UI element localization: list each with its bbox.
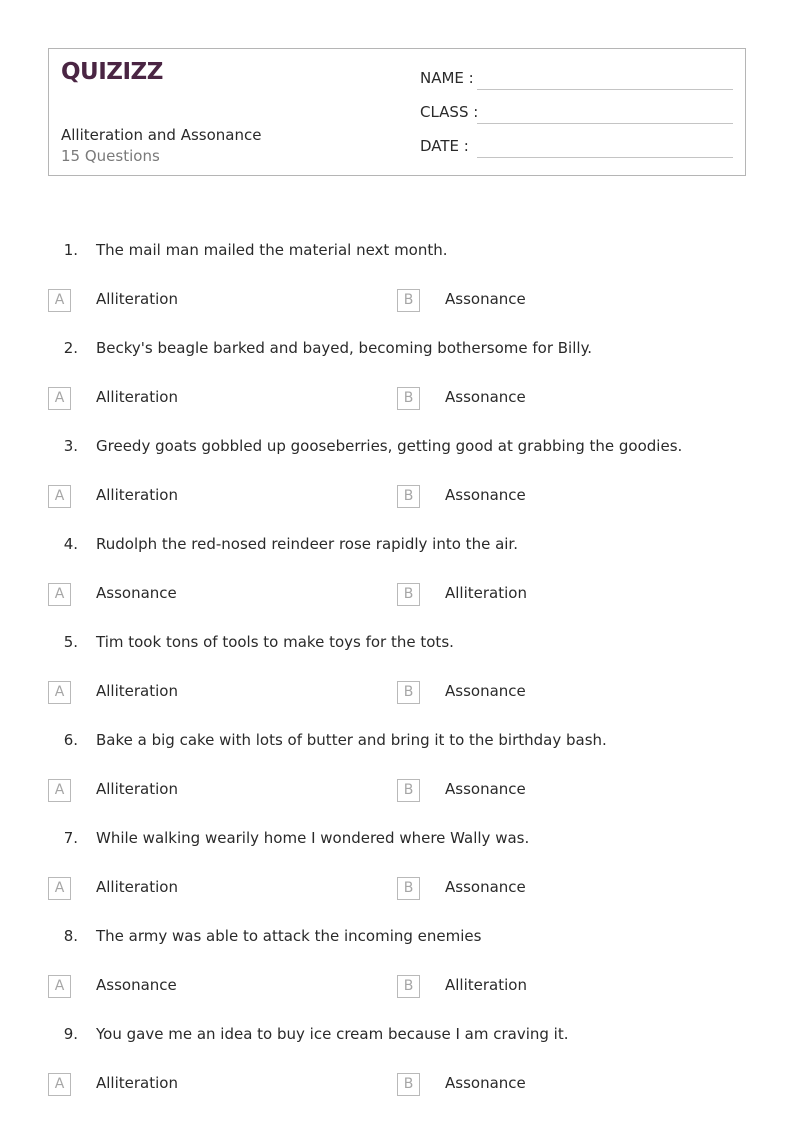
question-number: 8. bbox=[63, 927, 78, 945]
option-b-text: Assonance bbox=[445, 486, 526, 504]
question-text: While walking wearily home I wondered where Wally was. bbox=[96, 829, 530, 847]
option-a-box[interactable]: A bbox=[48, 975, 71, 998]
question-text: Greedy goats gobbled up gooseberries, getting good at grabbing the goodies. bbox=[96, 437, 683, 455]
question-text: The mail man mailed the material next month. bbox=[96, 241, 448, 259]
option-b-box[interactable]: B bbox=[397, 485, 420, 508]
option-b-text: Assonance bbox=[445, 780, 526, 798]
option-a-text: Alliteration bbox=[96, 290, 178, 308]
question-text: Tim took tons of tools to make toys for the tots. bbox=[96, 633, 454, 651]
worksheet-header bbox=[48, 48, 746, 176]
worksheet-title: Alliteration and Assonance bbox=[61, 126, 262, 144]
option-a-text: Alliteration bbox=[96, 388, 178, 406]
date-label: DATE : bbox=[420, 137, 469, 155]
option-b-box[interactable]: B bbox=[397, 681, 420, 704]
question-text: Becky's beagle barked and bayed, becoming bothersome for Billy. bbox=[96, 339, 593, 357]
option-b-box[interactable]: B bbox=[397, 779, 420, 802]
option-a-text: Alliteration bbox=[96, 1074, 178, 1092]
question-number: 7. bbox=[63, 829, 78, 847]
option-a-text: Alliteration bbox=[96, 878, 178, 896]
class-label: CLASS : bbox=[420, 103, 479, 121]
option-b-text: Assonance bbox=[445, 290, 526, 308]
question-number: 1. bbox=[63, 241, 78, 259]
class-line bbox=[477, 123, 733, 124]
question-number: 3. bbox=[63, 437, 78, 455]
option-b-text: Assonance bbox=[445, 878, 526, 896]
option-a-box[interactable]: A bbox=[48, 877, 71, 900]
question-number: 6. bbox=[63, 731, 78, 749]
name-line bbox=[477, 89, 733, 90]
question-text: Rudolph the red-nosed reindeer rose rapidly into the air. bbox=[96, 535, 518, 553]
option-b-box[interactable]: B bbox=[397, 1073, 420, 1096]
option-a-box[interactable]: A bbox=[48, 289, 71, 312]
question-count: 15 Questions bbox=[61, 147, 160, 165]
option-a-text: Assonance bbox=[96, 976, 177, 994]
question-text: You gave me an idea to buy ice cream because I am craving it. bbox=[96, 1025, 569, 1043]
question-number: 5. bbox=[63, 633, 78, 651]
option-a-box[interactable]: A bbox=[48, 387, 71, 410]
option-a-box[interactable]: A bbox=[48, 779, 71, 802]
option-a-box[interactable]: A bbox=[48, 583, 71, 606]
option-a-box[interactable]: A bbox=[48, 485, 71, 508]
question-text: The army was able to attack the incoming enemies bbox=[96, 927, 482, 945]
date-line bbox=[477, 157, 733, 158]
option-a-box[interactable]: A bbox=[48, 1073, 71, 1096]
option-b-text: Alliteration bbox=[445, 584, 527, 602]
option-a-box[interactable]: A bbox=[48, 681, 71, 704]
question-text: Bake a big cake with lots of butter and bring it to the birthday bash. bbox=[96, 731, 607, 749]
option-b-box[interactable]: B bbox=[397, 975, 420, 998]
option-b-text: Assonance bbox=[445, 388, 526, 406]
option-a-text: Alliteration bbox=[96, 780, 178, 798]
option-b-text: Assonance bbox=[445, 682, 526, 700]
name-label: NAME : bbox=[420, 69, 474, 87]
option-b-text: Assonance bbox=[445, 1074, 526, 1092]
quizizz-logo: QUIZIZZ bbox=[61, 59, 163, 85]
option-b-box[interactable]: B bbox=[397, 877, 420, 900]
question-number: 9. bbox=[63, 1025, 78, 1043]
option-a-text: Alliteration bbox=[96, 682, 178, 700]
option-b-text: Alliteration bbox=[445, 976, 527, 994]
option-b-box[interactable]: B bbox=[397, 387, 420, 410]
question-number: 4. bbox=[63, 535, 78, 553]
option-b-box[interactable]: B bbox=[397, 583, 420, 606]
option-a-text: Alliteration bbox=[96, 486, 178, 504]
question-number: 2. bbox=[63, 339, 78, 357]
option-b-box[interactable]: B bbox=[397, 289, 420, 312]
option-a-text: Assonance bbox=[96, 584, 177, 602]
